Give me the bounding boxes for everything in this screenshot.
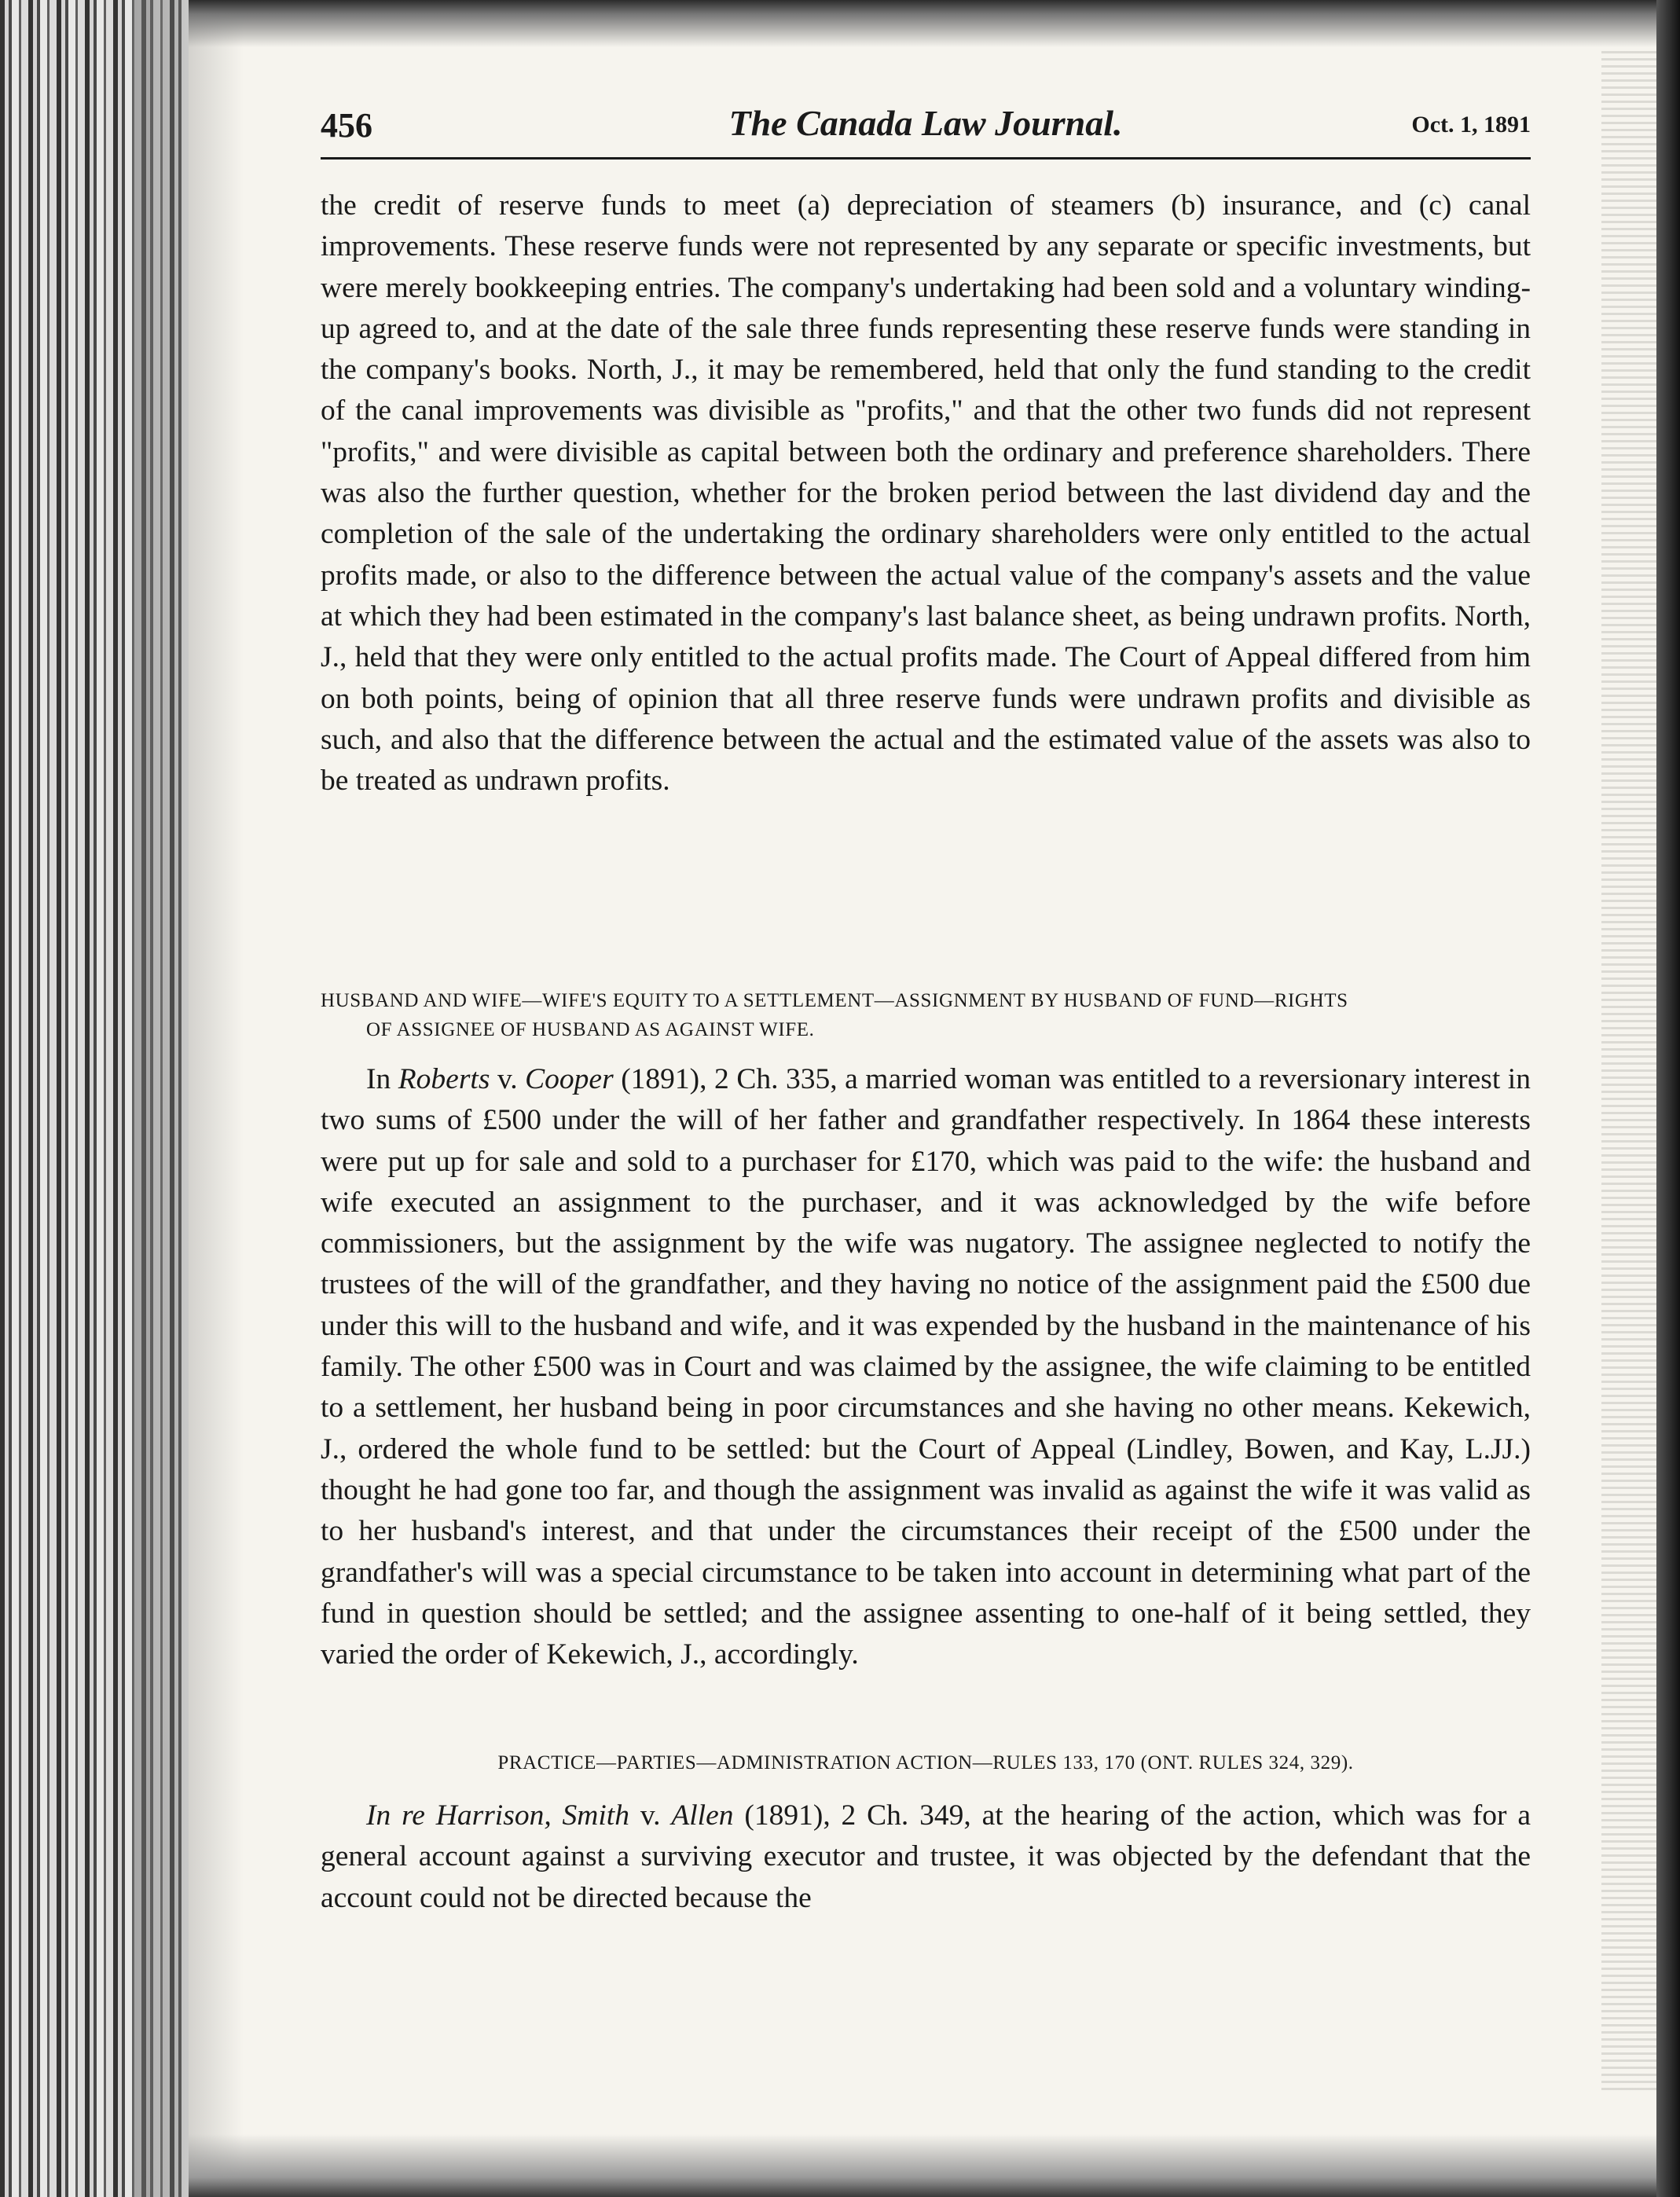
- paragraph-text: (1891), 2 Ch. 349, at the hearing of the action, which was for a general account against a surviving executor and trustee, it was objected by the defendant that the account could not be directed because the: [321, 1799, 1531, 1914]
- heading-line-2: OF ASSIGNEE OF HUSBAND AS AGAINST WIFE.: [366, 1019, 815, 1040]
- scan-right-edge: [1656, 0, 1680, 2197]
- journal-title: The Canada Law Journal.: [728, 103, 1123, 143]
- issue-date: Oct. 1, 1891: [1411, 112, 1531, 138]
- paragraph-text: (1891), 2 Ch. 335, a married woman was entitled to a reversionary interest in two sums of £500 under the will of her father and grandfather respectively. In 1864 these interests were put up for sale and sold to a purchaser for £170, which was paid to the wife: the husband and wife executed an assignment to the purchaser, and it was acknowledged by the wife before commissioners, but the assignment by the wife was nugatory. The assignee neglected to notify the trustees of the will of the grandfather, and they having no notice of the assignment paid the £500 due under this will to the husband and wife, and it was expended by the husband in the maintenance of his family. The other £500 was in Court and was claimed by the assignee, the wife claiming to be entitled to a settlement, her husband being in poor circumstances and she having no other means. Kekewich, J., ordered the whole fund to be settled: but the Court of Appeal (Lindley, Bowen, and Kay, L.JJ.) thought he had gone too far, and though the assignment was invalid as against the wife it was valid as to her husband's interest, and that under the circumstances their receipt of the £500 under the grandfather's will was a special circumstance to be taken into account in determining what part of the fund in question should be settled; and the assignee assenting to one-half of it being settled, they varied the order of Kekewich, J., accordingly.: [321, 1063, 1531, 1671]
- versus: v.: [490, 1063, 526, 1095]
- case-name-allen: Allen: [671, 1799, 734, 1832]
- scan-right-speckle: [1601, 47, 1656, 2090]
- running-header: [321, 94, 1531, 160]
- paragraph-re-harrison: [321, 1795, 1531, 1919]
- section-heading-husband-wife: [321, 986, 1531, 1044]
- scan-bottom-edge: [189, 2134, 1656, 2197]
- binding-shadow: [134, 0, 244, 2197]
- paragraph-reserve-funds: the credit of reserve funds to meet (a) depreciation of steamers (b) insurance, and (c) canal improvements. These reserve funds were not represented by any separate or specific investments, but were merely bookkeeping entries. The company's undertaking had been sold and a voluntary winding-up agreed to, and at the date of the sale three funds representing these reserve funds were standing in the company's books. North, J., it may be remembered, held that only the fund standing to the credit of the canal improvements was divisible as "profits," and that the other two funds did not represent "profits," and were divisible as capital between both the ordinary and preference shareholders. There was also the further question, whether for the broken period between the last dividend day and the completion of the sale of the undertaking the ordinary shareholders were only entitled to the actual profits made, or also to the difference between the actual value of the company's assets and the value at which they had been estimated in the company's last balance sheet, as being undrawn profits. North, J., held that they were only entitled to the actual profits made. The Court of Appeal differed from him on both points, being of opinion that all three reserve funds were undrawn profits and divisible as such, and also that the difference between the actual and the estimated value of the assets was also to be treated as undrawn profits.: [321, 189, 1531, 798]
- scan-top-edge: [189, 0, 1656, 47]
- heading-line-1: HUSBAND AND WIFE—WIFE'S EQUITY TO A SETTLEMENT—ASSIGNMENT BY HUSBAND OF FUND—RIGHTS: [321, 990, 1348, 1011]
- case-name-harrison-smith: In re Harrison, Smith: [366, 1799, 629, 1832]
- paragraph-intro: In: [366, 1063, 398, 1095]
- page-number: 456: [321, 106, 372, 145]
- case-name-roberts: Roberts: [398, 1063, 490, 1095]
- journal-page: [321, 94, 1531, 1914]
- versus: v.: [629, 1799, 672, 1832]
- case-name-cooper: Cooper: [525, 1063, 614, 1095]
- paragraph-roberts-v-cooper: [321, 1059, 1531, 1675]
- section-heading-practice: PRACTICE—PARTIES—ADMINISTRATION ACTION—RULES 133, 170 (ONT. RULES 324, 329).: [497, 1752, 1354, 1773]
